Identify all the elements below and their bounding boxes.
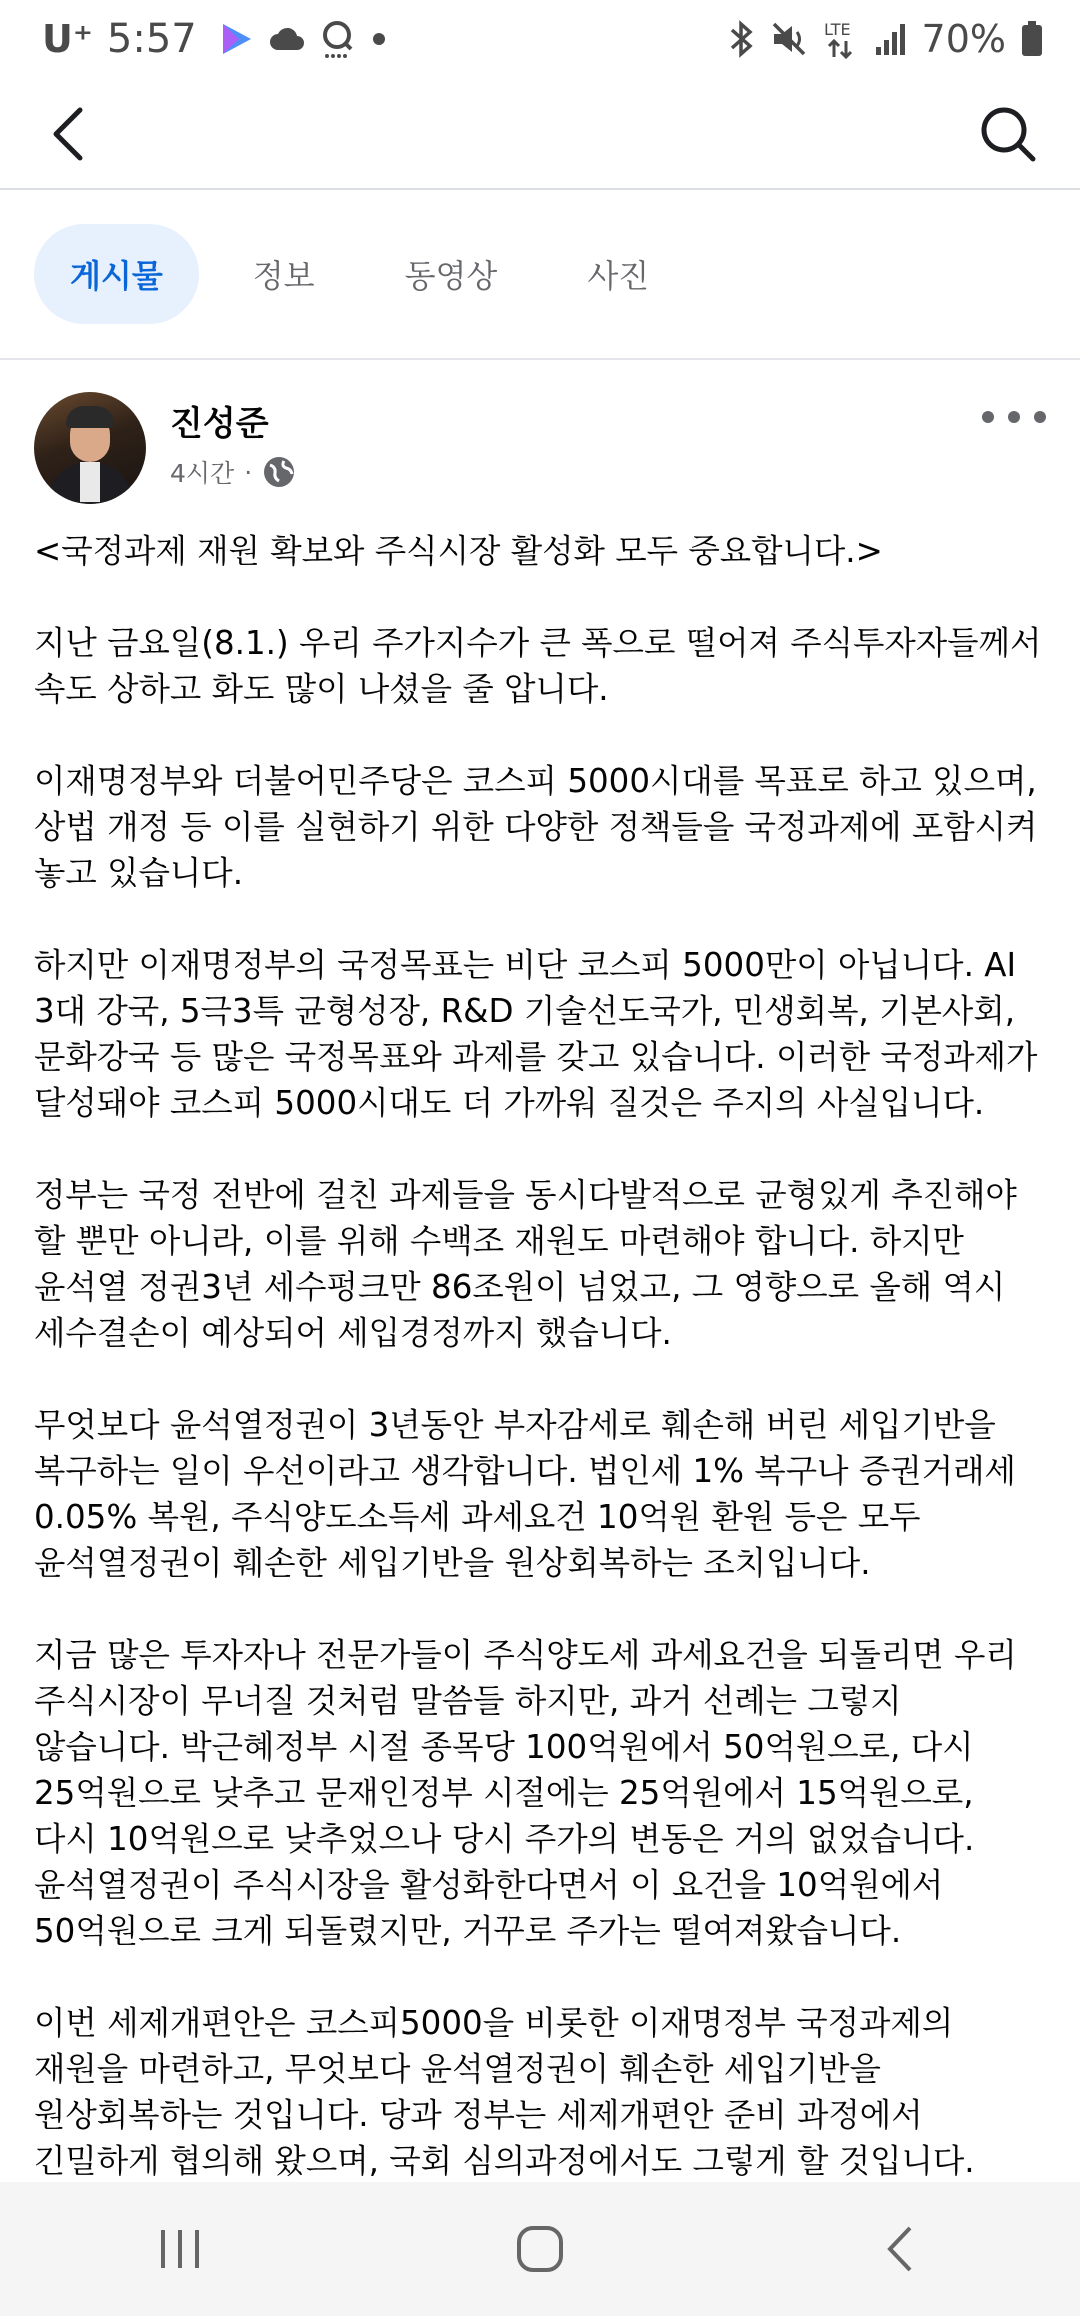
system-nav-bar (0, 2182, 1080, 2316)
post-paragraph: <국정과제 재원 확보와 주식시장 활성화 모두 중요합니다.> (34, 532, 883, 570)
tab-posts[interactable]: 게시물 (34, 224, 199, 324)
meta-separator: · (244, 457, 253, 487)
recent-apps-icon (157, 2226, 203, 2272)
post-paragraph: 정부는 국정 전반에 걸친 과제들을 동시다발적으로 균형있게 추진해야 할 뿐만 아니라, 이를 위해 수백조 재원도 마련해야 합니다. 하지만 윤석열 정권3년 세수펑크만 86조원이 넘었고, 그 영향으로 올해 역시 세수결손이 예상되어 세입경정까지 했습니다. (34, 1176, 1017, 1352)
back-button[interactable] (38, 102, 98, 166)
mute-icon (770, 20, 808, 58)
home-icon (515, 2224, 565, 2274)
signal-icon (874, 21, 908, 57)
tab-photos[interactable]: 사진 (587, 257, 650, 295)
globe-icon (262, 455, 296, 489)
carrier-label: U⁺ (42, 17, 93, 61)
tab-videos[interactable]: 동영상 (404, 257, 498, 295)
post-text (34, 528, 1054, 2230)
lte-icon (822, 19, 860, 59)
status-bar-right (726, 17, 1044, 61)
dot-icon (369, 29, 389, 49)
post-meta (170, 454, 296, 490)
status-bar-left (42, 16, 389, 62)
home-button[interactable] (480, 2209, 600, 2289)
post-paragraph: 지금 많은 투자자나 전문가들이 주식양도세 과세요건을 되돌리면 우리 주식시장이 무너질 것처럼 말씀들 하지만, 과거 선례는 그렇지 않습니다. 박근혜정부 시절 종목당 100억원에서 50억원으로, 다시 25억원으로 낮추고 문재인정부 시절에는 25억원에서 15억원으로, 다시 10억원으로 낮추었으나 당시 주가의 변동은 거의 없었습니다. 윤석열정권이 주식시장을 활성화한다면서 이 요건을 10억원에서 50억원으로 크게 되돌렸지만, 거꾸로 주가는 떨여져왔습니다. (34, 1636, 1017, 1950)
search-button[interactable] (974, 100, 1042, 168)
more-dot-icon (1034, 411, 1046, 423)
post-paragraph: 무엇보다 윤석열정권이 3년동안 부자감세로 훼손해 버린 세입기반을 복구하는 일이 우선이라고 생각합니다. 법인세 1% 복구나 증권거래세 0.05% 복원, 주식양도소득세 과세요건 10억원 환원 등은 모두 윤석열정권이 훼손한 세입기반을 원상회복하는 조치입니다. (34, 1406, 1016, 1582)
status-bar (0, 0, 1080, 78)
recent-apps-button[interactable] (120, 2209, 240, 2289)
avatar-shirt (80, 462, 100, 502)
more-dot-icon (982, 411, 994, 423)
post-paragraph: 지난 금요일(8.1.) 우리 주가지수가 큰 폭으로 떨어져 주식투자자들께서 속도 상하고 화도 많이 나셨을 줄 압니다. (34, 624, 1042, 708)
avatar[interactable] (34, 392, 146, 504)
post-paragraph: 하지만 이재명정부의 국정목표는 비단 코스피 5000만이 아닙니다. AI 3대 강국, 5극3특 균형성장, R&D 기술선도국가, 민생회복, 기본사회, 문화강국 등 많은 국정목표와 과제를 갖고 있습니다. 이러한 국정과제가 달성돼야 코스피 5000시대도 더 가까워 질것은 주지의 사실입니다. (34, 946, 1038, 1122)
app-bar (0, 78, 1080, 190)
back-icon (882, 2224, 918, 2274)
svg-text:LTE: LTE (823, 20, 851, 39)
play-store-icon (217, 20, 255, 58)
avatar-hair (66, 406, 114, 428)
search-icon (978, 104, 1038, 164)
more-options-button[interactable] (982, 402, 1046, 432)
back-arrow-icon (48, 104, 88, 164)
profile-tabs (0, 190, 1080, 360)
tab-about[interactable]: 정보 (252, 257, 315, 295)
post-header (0, 362, 1080, 512)
post-paragraph: 이재명정부와 더불어민주당은 코스피 5000시대를 목표로 하고 있으며, 상법 개정 등 이를 실현하기 위한 다양한 정책들을 국정과제에 포함시켜 놓고 있습니다. (34, 762, 1038, 892)
battery-icon (1020, 20, 1044, 58)
post-paragraph: 이번 세제개편안은 코스피5000을 비롯한 이재명정부 국정과제의 재원을 마련하고, 무엇보다 윤석열정권이 훼손한 세입기반을 원상회복하는 것입니다. 당과 정부는 세제개편안 준비 과정에서 긴밀하게 협의해 왔으며, 국회 심의과정에서도 그렇게 할 것입니다. (34, 2004, 975, 2180)
notification-icon (319, 19, 355, 59)
system-back-button[interactable] (840, 2209, 960, 2289)
bluetooth-icon (726, 20, 756, 58)
clock: 5:57 (106, 16, 197, 62)
more-dot-icon (1008, 411, 1020, 423)
post-time[interactable]: 4시간 (170, 459, 235, 488)
author-name[interactable]: 진성준 (170, 404, 269, 444)
battery-level: 70% (921, 17, 1006, 61)
cloud-icon (269, 24, 305, 54)
